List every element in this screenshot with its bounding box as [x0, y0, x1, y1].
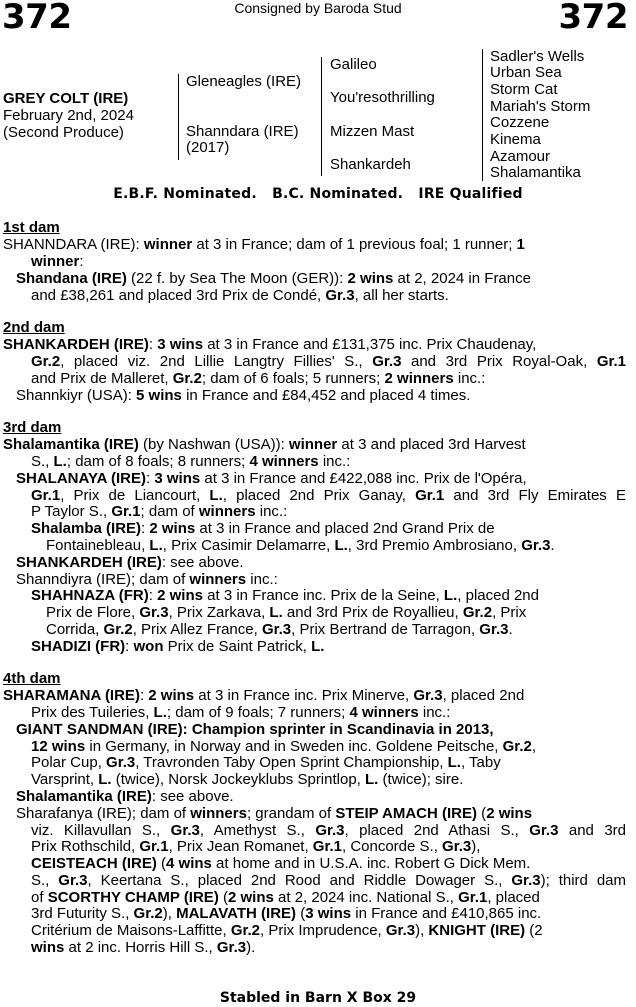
text-run: at 3 in France inc. Prix Minerve,	[194, 687, 414, 704]
second-dam-line	[31, 371, 485, 388]
bold-run: SHADIZI (FR)	[31, 638, 126, 655]
bold-run: MALAVATH (IRE)	[176, 905, 297, 922]
text-run: .	[508, 621, 513, 638]
text-run: Shannkiyr (USA):	[16, 387, 137, 404]
bold-run: STEIP AMACH (IRE)	[335, 805, 478, 822]
bold-run: L.	[53, 453, 67, 470]
bold-run: L.	[153, 704, 167, 721]
bold-run: Gr.1	[458, 889, 488, 906]
bold-run: 2 wins	[149, 520, 196, 537]
text-run: in Germany, in Norway and in Sweden inc. Goldene Peitsche,	[85, 738, 503, 755]
bold-run: Gr.3	[170, 822, 200, 839]
consignor: Consigned by Baroda Stud	[234, 0, 402, 16]
lot-number-right: 372	[558, 0, 628, 37]
text-run: :	[141, 520, 150, 537]
text-run: P Taylor S.,	[31, 503, 112, 520]
text-run: , placed	[487, 889, 540, 906]
bold-run: winners	[190, 805, 247, 822]
text-run: : see above.	[161, 554, 244, 571]
bold-run: winners	[198, 503, 256, 520]
third-dam-line	[46, 538, 555, 555]
bold-run: L.	[98, 771, 112, 788]
text-run: , placed 2nd	[457, 587, 539, 604]
bold-run: winner	[31, 253, 80, 270]
bold-run: Gr.3	[325, 287, 355, 304]
bold-run: 4 winners	[249, 453, 319, 470]
text-run: , Taby	[460, 754, 501, 771]
bold-run: L.	[149, 537, 163, 554]
bold-run: GIANT SANDMAN (IRE): Champion sprinter in Scandinavia in 2013,	[16, 721, 494, 738]
text-run: Sharafanya (IRE); dam of	[16, 805, 191, 822]
bold-run: L.	[334, 537, 348, 554]
text-run: Prix Rothschild,	[31, 838, 140, 855]
second-dam-line	[16, 388, 470, 405]
bold-run: SHAHNAZA (FR)	[31, 587, 149, 604]
text-run: (2	[525, 922, 543, 939]
bold-run: Gr.1	[139, 838, 169, 855]
text-run: Polar Cup,	[31, 754, 107, 771]
text-run: (	[156, 855, 167, 872]
text-run: , Prix Jean Romanet,	[168, 838, 313, 855]
text-run: , Travronden Taby Open Sprint Championship,	[135, 754, 448, 771]
first-dam-line	[3, 237, 525, 254]
text-run: and 3rd	[558, 822, 626, 839]
text-run: S.,	[31, 872, 59, 889]
fourth-dam-line	[31, 873, 626, 890]
pedigree-sire: Gleneagles (IRE)	[186, 73, 302, 90]
bold-run: Shalamantika (IRE)	[3, 436, 139, 453]
bold-run: Gr.3	[385, 922, 416, 939]
text-run: .	[550, 537, 555, 554]
text-run: at 2, 2024 inc. National S.,	[273, 889, 459, 906]
bold-run: Gr.3	[216, 939, 247, 956]
bold-run: Gr.1	[596, 353, 626, 370]
text-run: , Concorde S.,	[341, 838, 443, 855]
bold-run: Gr.3	[521, 537, 551, 554]
bold-run: SHANKARDEH (IRE)	[3, 336, 149, 353]
bold-run: Shalamantika (IRE)	[16, 788, 152, 805]
bold-run: Gr.3	[413, 687, 443, 704]
third-dam-line	[31, 521, 495, 538]
text-run: , placed 2nd Prix Ganay,	[222, 487, 416, 504]
pedigree-gen3-2: Urban Sea	[490, 64, 562, 81]
text-run: , placed 2nd Athasi S.,	[344, 822, 530, 839]
bold-run: winner	[288, 436, 338, 453]
bold-run: 4 winners	[349, 704, 419, 721]
pedigree-dam-sire: Mizzen Mast	[330, 123, 415, 140]
text-run: :	[79, 253, 84, 270]
bold-run: Gr.2	[133, 905, 163, 922]
bold-run: SHANKARDEH (IRE)	[16, 554, 162, 571]
bold-run: winner	[143, 236, 193, 253]
text-run: ),	[415, 922, 429, 939]
bold-run: Gr.2	[103, 621, 133, 638]
bold-run: L.	[311, 638, 325, 655]
bold-run: Gr.2	[462, 604, 493, 621]
text-run: :	[146, 470, 155, 487]
text-run: 3rd Futurity S.,	[31, 905, 134, 922]
lot-number-left: 372	[2, 0, 72, 37]
bold-run: L.	[269, 604, 283, 621]
bold-run: 2 wins	[148, 687, 195, 704]
text-run: at 2, 2024 in France	[393, 270, 531, 287]
pedigree-gen3-7: Azamour	[490, 148, 551, 165]
stabling-info: Stabled in Barn X Box 29	[219, 990, 417, 1006]
bold-run: Shandana (IRE)	[16, 270, 127, 287]
third-dam-line	[16, 471, 527, 488]
bold-run: Gr.3	[139, 604, 169, 621]
text-run: S.,	[31, 453, 54, 470]
bold-run: 3 wins	[157, 336, 204, 353]
bold-run: Gr.2	[230, 922, 260, 939]
bold-run: SHALANAYA (IRE)	[16, 470, 147, 487]
second-dam-line	[3, 337, 536, 354]
text-run: ; dam of	[140, 503, 199, 520]
text-run: Prix de Saint Patrick,	[163, 638, 312, 655]
third-dam-line	[31, 454, 350, 471]
text-run: inc.:	[246, 571, 278, 588]
text-run: , Prix Allez France,	[132, 621, 262, 638]
bold-run: 2 wins	[227, 889, 274, 906]
bold-run: KNIGHT (IRE)	[428, 922, 526, 939]
bold-run: L.	[443, 587, 458, 604]
text-run: ,	[531, 738, 536, 755]
text-run: at 2 inc. Horris Hill S.,	[64, 939, 217, 956]
pedigree-gen3-6: Kinema	[490, 131, 541, 148]
text-run: ; dam of 6 foals; 5 runners;	[201, 370, 385, 387]
text-run: at home and in U.S.A. inc. Robert G Dick Mem.	[211, 855, 531, 872]
bold-run: 4 wins	[166, 855, 212, 872]
bold-run: Gr.3	[529, 822, 559, 839]
text-run: and 3rd Prix de Royallieu,	[282, 604, 463, 621]
text-run: Prix de Flore,	[46, 604, 140, 621]
pedigree-dam-dam: Shankardeh	[330, 156, 411, 173]
fourth-dam-line	[31, 940, 255, 957]
text-run: (by Nashwan (USA)):	[138, 436, 289, 453]
third-dam-line	[31, 504, 287, 521]
text-run: inc.:	[318, 453, 351, 470]
text-run: (twice), Norsk Jockeyklubs Sprintlop,	[111, 771, 366, 788]
bold-run: Shalamba (IRE)	[31, 520, 142, 537]
text-run: ; dam of 8 foals; 8 runners;	[66, 453, 250, 470]
text-run: ).	[246, 939, 256, 956]
pedigree-sire-dam: You'resothrilling	[330, 89, 435, 106]
text-run: ),	[471, 838, 481, 855]
text-run: , 3rd Premio Ambrosiano,	[347, 537, 522, 554]
text-run: ; dam of 9 foals; 7 runners;	[166, 704, 350, 721]
bold-run: CEISTEACH (IRE)	[31, 855, 157, 872]
pedigree-sire-sire: Galileo	[330, 56, 377, 73]
text-run: and £38,261 and placed 3rd Prix de Condé,	[31, 287, 326, 304]
text-run: , placed viz. 2nd Lillie Langtry Fillies' S.,	[60, 353, 373, 370]
nominations: E.B.F. Nominated. B.C. Nominated. IRE Qualified	[113, 186, 523, 202]
pedigree-dam-year: (2017)	[186, 139, 230, 156]
text-run: (	[296, 905, 306, 922]
third-dam-heading: 3rd dam	[3, 419, 62, 436]
fourth-dam-line	[16, 789, 234, 806]
first-dam-line	[16, 271, 531, 288]
text-run: Critérium de Maisons-Laffitte,	[31, 922, 231, 939]
bold-run: Gr.3	[106, 754, 136, 771]
bold-run: Gr.1	[415, 487, 445, 504]
text-run: at 3 in France and £422,088 inc. Prix de l'Opéra,	[200, 470, 527, 487]
second-dam-heading: 2nd dam	[3, 319, 65, 336]
text-run: , Prix Zarkava,	[168, 604, 270, 621]
text-run: and 3rd Fly Emirates E	[444, 487, 626, 504]
text-run: ),	[162, 905, 177, 922]
horse-produce: (Second Produce)	[3, 124, 124, 141]
pedigree-gen3-1: Sadler's Wells	[490, 48, 585, 65]
text-run: viz. Killavullan S.,	[31, 822, 171, 839]
bold-run: wins	[31, 939, 65, 956]
second-dam-line	[31, 354, 626, 371]
pedigree-bracket-3	[482, 49, 483, 181]
text-run: ); third dam	[540, 872, 626, 889]
text-run: , Prix Imprudence,	[260, 922, 386, 939]
text-run: :	[148, 587, 158, 604]
bold-run: 2 wins	[157, 587, 203, 604]
pedigree-bracket-1	[178, 74, 179, 160]
text-run: inc.:	[418, 704, 451, 721]
fourth-dam-line	[16, 722, 494, 739]
bold-run: won	[133, 638, 164, 655]
fourth-dam-line	[16, 806, 532, 823]
pedigree-dam: Shanndara (IRE)	[186, 123, 299, 140]
text-run: :	[139, 687, 149, 704]
pedigree-gen3-4: Mariah's Storm	[490, 98, 591, 115]
first-dam-line	[31, 254, 84, 271]
bold-run: 2 wins	[486, 805, 533, 822]
text-run: (	[477, 805, 487, 822]
text-run: (	[218, 889, 228, 906]
fourth-dam-line	[31, 856, 530, 873]
pedigree-gen3-8: Shalamantika	[490, 164, 581, 181]
text-run: , Prix Bertrand de Tarragon,	[291, 621, 480, 638]
text-run: in France and £84,452 and placed 4 times.	[181, 387, 471, 404]
fourth-dam-line	[3, 688, 524, 705]
text-run: :	[148, 336, 158, 353]
text-run: of	[31, 889, 48, 906]
text-run: inc.:	[453, 370, 486, 387]
fourth-dam-line	[31, 923, 543, 940]
text-run: , Amethyst S.,	[199, 822, 316, 839]
text-run: Prix des Tuileries,	[31, 704, 154, 721]
bold-run: 5 wins	[136, 387, 182, 404]
text-run: inc.:	[255, 503, 288, 520]
text-run: Shanndiyra (IRE); dam of	[16, 571, 190, 588]
bold-run: 2 winners	[384, 370, 454, 387]
text-run: , Prix de Liancourt,	[60, 487, 210, 504]
text-run: at 3 in France; dam of 1 previous foal; 1 runner;	[192, 236, 517, 253]
text-run: , placed 2nd	[442, 687, 525, 704]
pedigree-gen3-5: Cozzene	[490, 114, 550, 131]
text-run: , Prix Casimir Delamarre,	[162, 537, 335, 554]
text-run: , Prix	[492, 604, 527, 621]
text-run: and 3rd Prix Royal-Oak,	[401, 353, 597, 370]
bold-run: 2 wins	[347, 270, 394, 287]
text-run: at 3 and placed 3rd Harvest	[337, 436, 526, 453]
fourth-dam-line	[31, 839, 480, 856]
bold-run: Gr.3	[315, 822, 345, 839]
text-run: in France and £410,865 inc.	[351, 905, 542, 922]
text-run: and Prix de Malleret,	[31, 370, 173, 387]
third-dam-line	[31, 639, 324, 656]
text-run: :	[125, 638, 134, 655]
bold-run: L.	[447, 754, 461, 771]
fourth-dam-line	[31, 772, 463, 789]
bold-run: Gr.1	[312, 838, 342, 855]
bold-run: 1	[516, 236, 525, 253]
text-run: Corrida,	[46, 621, 104, 638]
text-run: , all her starts.	[354, 287, 449, 304]
text-run: (22 f. by Sea The Moon (GER)):	[126, 270, 348, 287]
bold-run: 12 wins	[31, 738, 86, 755]
bold-run: 3 wins	[154, 470, 201, 487]
bold-run: winners	[189, 571, 247, 588]
bold-run: Gr.1	[31, 487, 61, 504]
text-run: (twice); sire.	[378, 771, 464, 788]
text-run: Varsprint,	[31, 771, 99, 788]
bold-run: Gr.3	[511, 872, 541, 889]
horse-description: GREY COLT (IRE)	[3, 90, 129, 107]
horse-foaled: February 2nd, 2024	[3, 107, 134, 124]
bold-run: Gr.3	[479, 621, 509, 638]
text-run: , Keertana S., placed 2nd Rood and Riddle Dowager S.,	[87, 872, 512, 889]
third-dam-line	[31, 588, 539, 605]
bold-run: 3 wins	[305, 905, 352, 922]
pedigree-bracket-2	[321, 57, 322, 176]
pedigree-gen3-3: Storm Cat	[490, 81, 558, 98]
bold-run: Gr.2	[502, 738, 532, 755]
text-run: at 3 in France and placed 2nd Grand Prix de	[195, 520, 495, 537]
third-dam-line	[3, 437, 526, 454]
bold-run: L.	[209, 487, 223, 504]
third-dam-line	[46, 605, 526, 622]
text-run: at 3 in France inc. Prix de la Seine,	[202, 587, 444, 604]
fourth-dam-line	[31, 906, 541, 923]
bold-run: Gr.2	[31, 353, 61, 370]
bold-run: SHARAMANA (IRE)	[3, 687, 140, 704]
bold-run: Gr.3	[372, 353, 402, 370]
text-run: SHANNDARA (IRE):	[3, 236, 144, 253]
text-run: Fontainebleau,	[46, 537, 150, 554]
bold-run: SCORTHY CHAMP (IRE)	[47, 889, 219, 906]
third-dam-line	[16, 555, 244, 572]
bold-run: Gr.3	[58, 872, 88, 889]
bold-run: Gr.3	[442, 838, 472, 855]
bold-run: Gr.1	[111, 503, 141, 520]
fourth-dam-line	[31, 755, 501, 772]
fourth-dam-line	[31, 705, 450, 722]
text-run: : see above.	[151, 788, 234, 805]
bold-run: Gr.3	[261, 621, 292, 638]
third-dam-line	[46, 622, 513, 639]
bold-run: Gr.2	[172, 370, 202, 387]
first-dam-line	[31, 288, 449, 305]
text-run: ; grandam of	[246, 805, 336, 822]
bold-run: L.	[365, 771, 379, 788]
first-dam-heading: 1st dam	[3, 219, 60, 236]
text-run: at 3 in France and £131,375 inc. Prix Chaudenay,	[203, 336, 537, 353]
fourth-dam-heading: 4th dam	[3, 670, 61, 687]
